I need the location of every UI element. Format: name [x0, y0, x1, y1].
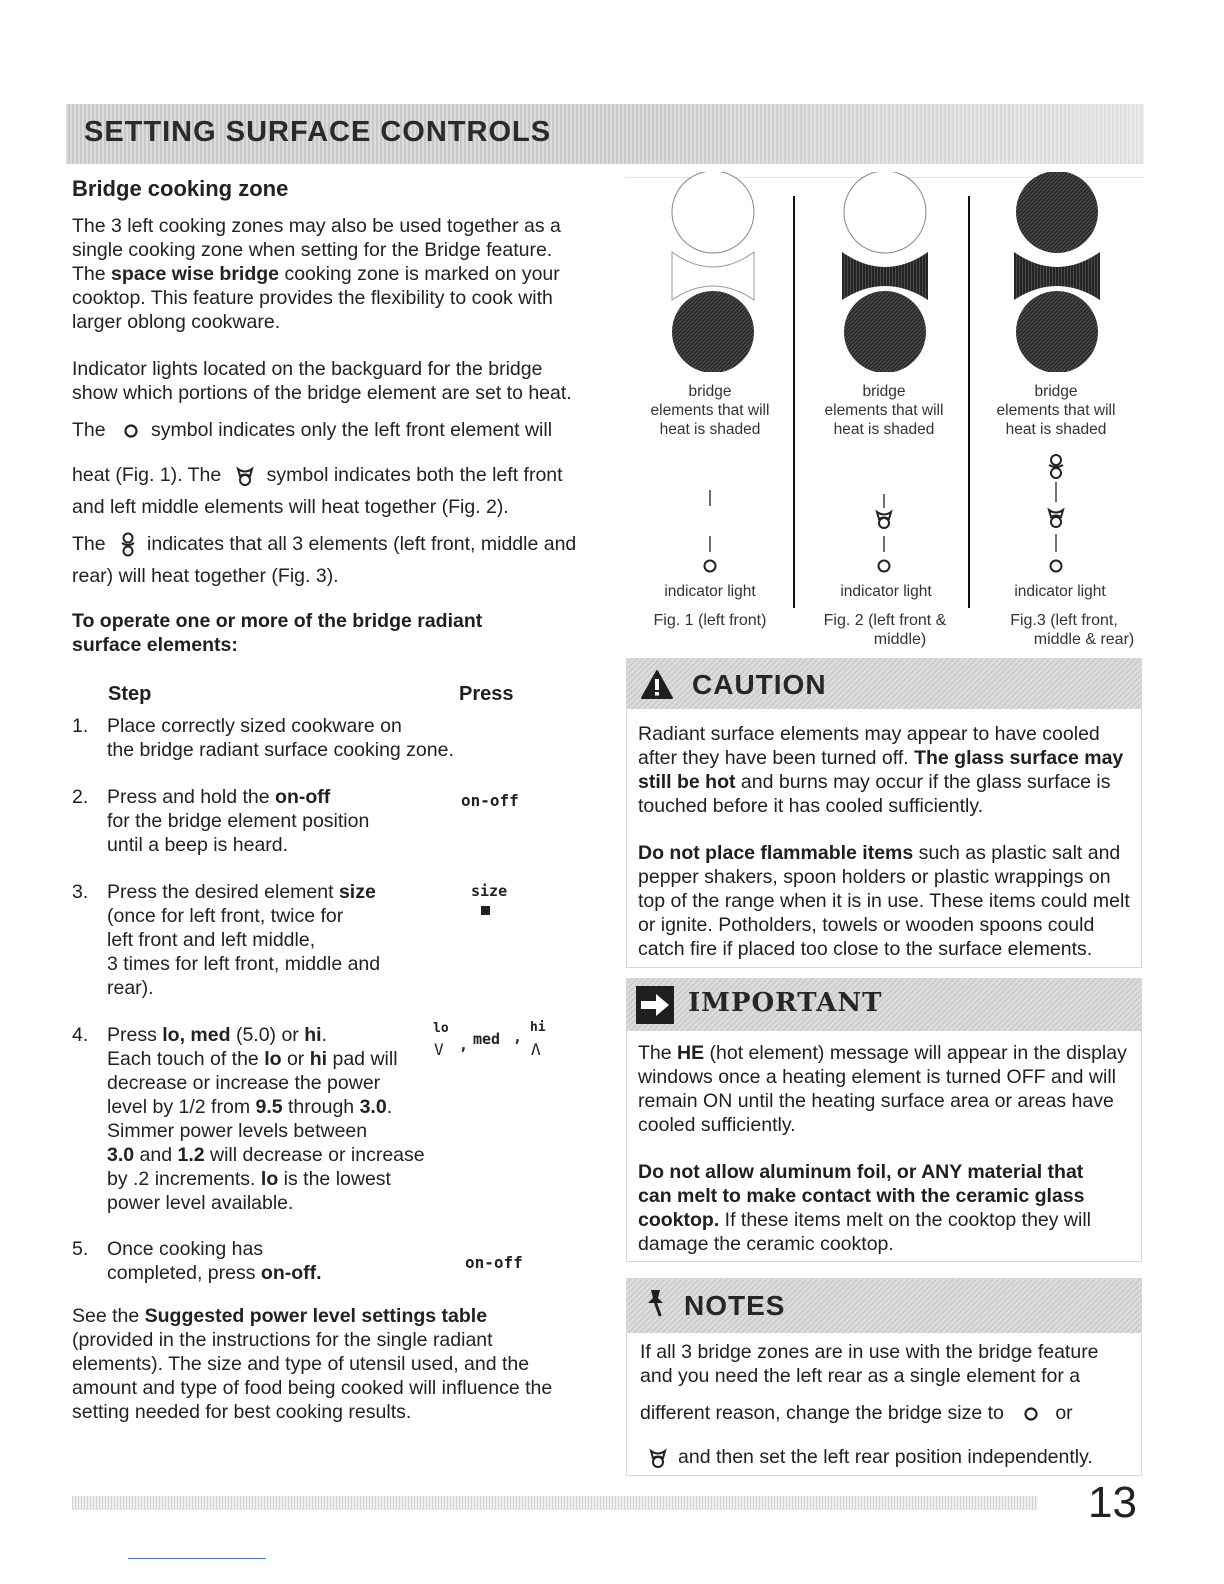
- size-pad-label: size: [471, 882, 508, 900]
- double-element-symbol-icon: [233, 465, 257, 487]
- fig3-caption: bridge elements that will heat is shaded: [996, 383, 1116, 438]
- fig1-label: Fig. 1 (left front): [653, 612, 767, 629]
- med-pad-label: med: [473, 1030, 501, 1048]
- single-circle-symbol-icon: [121, 423, 143, 439]
- fig1-indicator-lights: [698, 486, 722, 578]
- step-number: 5.: [72, 1238, 89, 1260]
- single-circle-symbol-icon: [1021, 1406, 1045, 1422]
- intro-line: single cooking zone when setting for the Bridge feature.: [72, 239, 553, 261]
- indicator-line: and left middle elements will heat together (Fig. 2).: [72, 496, 509, 518]
- step-5-text: Once cooking has completed, press on-off.: [107, 1238, 322, 1284]
- caution-paragraph-1: Radiant surface elements may appear to have cooled after they have been turned off. The glass surface may still be hot and burns may occur if the glass surface is touched before it has cooled sufficiently.: [638, 723, 1124, 817]
- up-arrow-icon: Λ: [531, 1040, 541, 1059]
- fig2-indicator-lights: [872, 486, 896, 578]
- step-3-text: Press the desired element size (once for left front, twice for left front and left middle, 3 times for left front, middle and rear).: [107, 881, 381, 999]
- figure-divider: [968, 196, 970, 608]
- footer-band: [72, 1496, 1038, 1510]
- fig2-indicator-label: indicator light: [840, 583, 932, 600]
- step-number: 2.: [72, 786, 89, 808]
- fig3-label: Fig.3 (left front, middle & rear): [1010, 612, 1135, 648]
- fig2-caption: bridge elements that will heat is shaded: [824, 383, 944, 438]
- fig2-bridge-element-diagram: [838, 172, 932, 372]
- notes-line: different reason, change the bridge size to or: [640, 1402, 1073, 1424]
- fig1-indicator-label: indicator light: [664, 583, 756, 600]
- suggested-settings-paragraph: See the Suggested power level settings table (provided in the instructions for the single radiant elements). The size and type of utensil used, and the amount and type of food being cooked will influence the setting needed for best cooking results.: [72, 1305, 553, 1423]
- footer-rule: [128, 1558, 266, 1559]
- press-column-header: Press: [459, 683, 514, 705]
- caution-title: CAUTION: [692, 669, 827, 700]
- notes-title: NOTES: [684, 1290, 786, 1321]
- step-number: 4.: [72, 1024, 89, 1046]
- lo-pad-label: lo: [433, 1021, 449, 1036]
- on-off-pad-label: on-off: [465, 1253, 523, 1272]
- caution-paragraph-2: Do not place flammable items such as plastic salt and pepper shakers, spoon holders or plastic wrappings on top of the range when it is in use. These items could melt or ignite. Potholders, towels or wooden spoons could catch fire if placed too close to the surface elements.: [638, 842, 1130, 960]
- separator: ,: [459, 1036, 469, 1054]
- indicator-line: rear) will heat together (Fig. 3).: [72, 565, 339, 587]
- indicator-line-double: heat (Fig. 1). The symbol indicates both the left front: [72, 464, 563, 486]
- intro-line: The space wise bridge cooking zone is marked on your: [72, 263, 560, 285]
- step-column-header: Step: [108, 683, 152, 705]
- fig3-indicator-label: indicator light: [1014, 583, 1106, 600]
- important-paragraph-1: The HE (hot element) message will appear in the display windows once a heating element is turned OFF and will remain ON until the heating surface area or areas have cooled sufficiently.: [638, 1042, 1127, 1136]
- intro-line: The 3 left cooking zones may also be used together as a: [72, 215, 561, 237]
- page-number: 13: [1088, 1478, 1137, 1527]
- step-number: 3.: [72, 881, 89, 903]
- separator: ,: [513, 1028, 523, 1046]
- step-number: 1.: [72, 715, 89, 737]
- step-2-text: Press and hold the on-off for the bridge element position until a beep is heard.: [107, 786, 370, 856]
- step-4-text: Press lo, med (5.0) or hi. Each touch of the lo or hi pad will decrease or increase the power level by 1/2 from 9.5 through 3.0. Simmer power levels between 3.0 and 1.2 will decrease or increase by .2 increments. lo is the lowest power level available.: [107, 1024, 425, 1214]
- warning-triangle-icon: [640, 669, 674, 701]
- fig3-bridge-element-diagram: [1010, 172, 1104, 372]
- triple-element-symbol-icon: [117, 532, 139, 558]
- indicator-paragraph: Indicator lights located on the backguard for the bridge show which portions of the bridge element are set to heat.: [72, 358, 572, 404]
- intro-line: cooktop. This feature provides the flexibility to cook with: [72, 287, 553, 309]
- important-title: IMPORTANT: [688, 988, 883, 1018]
- fig1-caption: bridge elements that will heat is shaded: [650, 383, 770, 438]
- size-pad-icon: [481, 906, 490, 915]
- important-paragraph-2: Do not allow aluminum foil, or ANY material that can melt to make contact with the ceramic glass cooktop. If these items melt on the cooktop they will damage the ceramic cooktop.: [638, 1161, 1092, 1255]
- fig1-bridge-element-diagram: [666, 172, 760, 372]
- on-off-pad-label: on-off: [461, 791, 519, 810]
- double-element-symbol-icon: [646, 1447, 670, 1469]
- figure-divider: [793, 196, 795, 608]
- intro-line: larger oblong cookware.: [72, 311, 281, 333]
- indicator-line-single: The symbol indicates only the left front element will: [72, 419, 553, 441]
- hi-pad-label: hi: [530, 1020, 546, 1035]
- bridge-zone-heading: Bridge cooking zone: [72, 176, 289, 201]
- intro-paragraph: [72, 214, 561, 334]
- step-1-text: Place correctly sized cookware on the bridge radiant surface cooking zone.: [107, 715, 454, 761]
- notes-text: If all 3 bridge zones are in use with the bridge feature and you need the left rear as a single element for a: [640, 1341, 1099, 1387]
- fig2-label: Fig. 2 (left front & middle): [823, 612, 947, 648]
- pushpin-icon: [644, 1288, 670, 1322]
- operate-heading: To operate one or more of the bridge radiant surface elements:: [72, 610, 483, 656]
- section-title: SETTING SURFACE CONTROLS: [84, 116, 552, 148]
- arrow-right-icon: [636, 986, 674, 1024]
- fig3-indicator-lights: [1044, 450, 1068, 578]
- indicator-line-triple: The indicates that all 3 elements (left front, middle and: [72, 532, 576, 558]
- notes-line: and then set the left rear position independently.: [640, 1445, 1093, 1469]
- down-arrow-icon: V: [434, 1040, 444, 1059]
